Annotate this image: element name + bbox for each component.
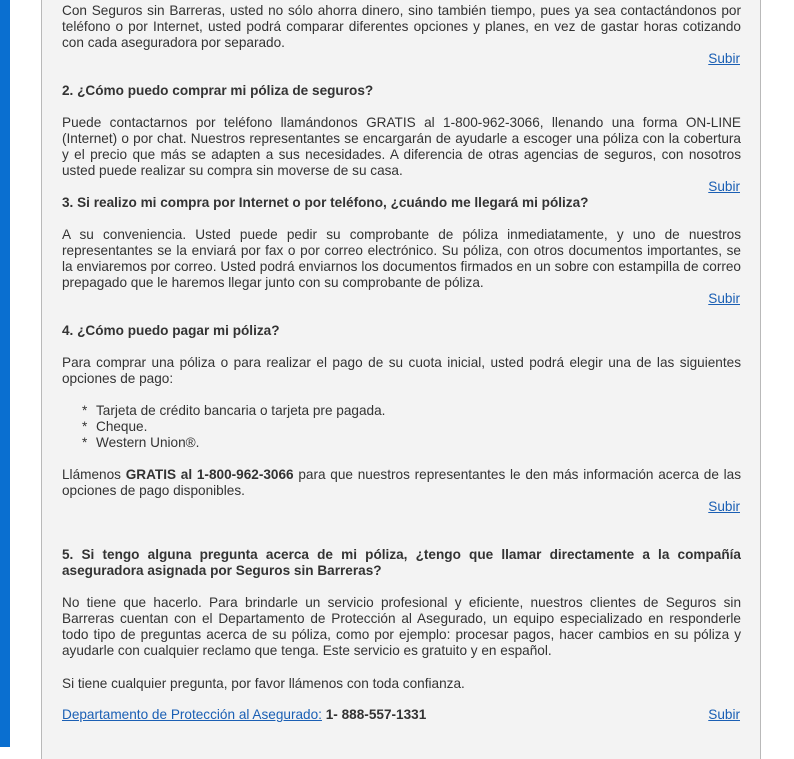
question-2: 2. ¿Cómo puedo comprar mi póliza de seguros? xyxy=(62,83,374,98)
call-phone: GRATIS al 1-800-962-3066 xyxy=(125,467,294,482)
payment-options-list xyxy=(82,403,385,451)
subir-link-2[interactable]: Subir xyxy=(708,179,740,194)
question-3: 3. Si realizo mi compra por Internet o por teléfono, ¿cuándo me llegará mi póliza? xyxy=(62,195,589,210)
department-link[interactable]: Departamento de Protección al Asegurado: xyxy=(62,707,322,722)
call-suffix: para que nuestros representantes le den más información acerca de las opciones de pago disponibles. xyxy=(62,467,742,498)
closing-text: Si tiene cualquier pregunta, por favor llámenos con toda confianza. xyxy=(62,676,465,691)
subir-link-4[interactable]: Subir xyxy=(708,499,740,514)
left-accent-bar xyxy=(0,0,10,747)
question-4: 4. ¿Cómo puedo pagar mi póliza? xyxy=(62,323,280,338)
subir-link-3[interactable]: Subir xyxy=(708,291,740,306)
answer-4: Para comprar una póliza o para realizar el pago de su cuota inicial, usted podrá elegir una de las siguientes opciones de pago: xyxy=(62,355,741,386)
call-paragraph xyxy=(62,467,741,499)
department-line xyxy=(62,707,741,723)
payment-option: * Tarjeta de crédito bancaria o tarjeta pre pagada. xyxy=(82,403,385,419)
call-prefix: Llámenos xyxy=(62,467,126,482)
answer-3: A su conveniencia. Usted puede pedir su comprobante de póliza inmediatamente, y uno de nuestros representantes se la enviará por fax o por correo electrónico. Su póliza, con otros documentos importantes, se la enviaremos por correo. Usted podrá enviarnos los documentos firmados en un sobre con estampilla de correo prepagado que le haremos llegar junto con su comprobante de póliza. xyxy=(62,227,741,290)
question-5: 5. Si tengo alguna pregunta acerca de mi póliza, ¿tengo que llamar directamente a la compañía aseguradora asignada por Seguros sin Barreras? xyxy=(62,547,741,578)
payment-option: * Western Union®. xyxy=(82,435,385,451)
subir-link-1[interactable]: Subir xyxy=(708,51,740,66)
answer-2: Puede contactarnos por teléfono llamándonos GRATIS al 1-800-962-3066, llenando una forma ON-LINE (Internet) o por chat. Nuestros representantes se encargarán de ayudarle a escoger una póliza con la cobertura y el precio que más se adapten a sus necesidades. A diferencia de otras agencias de seguros, con nosotros usted puede realizar su compra sin moverse de su casa. xyxy=(62,115,741,178)
right-margin xyxy=(762,0,794,747)
payment-option: * Cheque. xyxy=(82,419,385,435)
subir-link-5[interactable]: Subir xyxy=(708,707,740,722)
department-phone: 1- 888-557-1331 xyxy=(325,707,427,722)
answer-5: No tiene que hacerlo. Para brindarle un servicio profesional y eficiente, nuestros clientes de Seguros sin Barreras cuentan con el Departamento de Protección al Asegurado, un equipo especializado en responderle todo tipo de preguntas acerca de su póliza, como por ejemplo: procesar pagos, hacer cambios en su póliza y ayudarle con cualquier reclamo que tenga. Este servicio es gratuito y en español. xyxy=(62,595,741,658)
intro-paragraph: Con Seguros sin Barreras, usted no sólo ahorra dinero, sino también tiempo, pues ya sea contactándonos por teléfono o por Internet, usted podrá comparar diferentes opciones y planes, en vez de gastar horas cotizando con cada aseguradora por separado. xyxy=(62,3,741,50)
